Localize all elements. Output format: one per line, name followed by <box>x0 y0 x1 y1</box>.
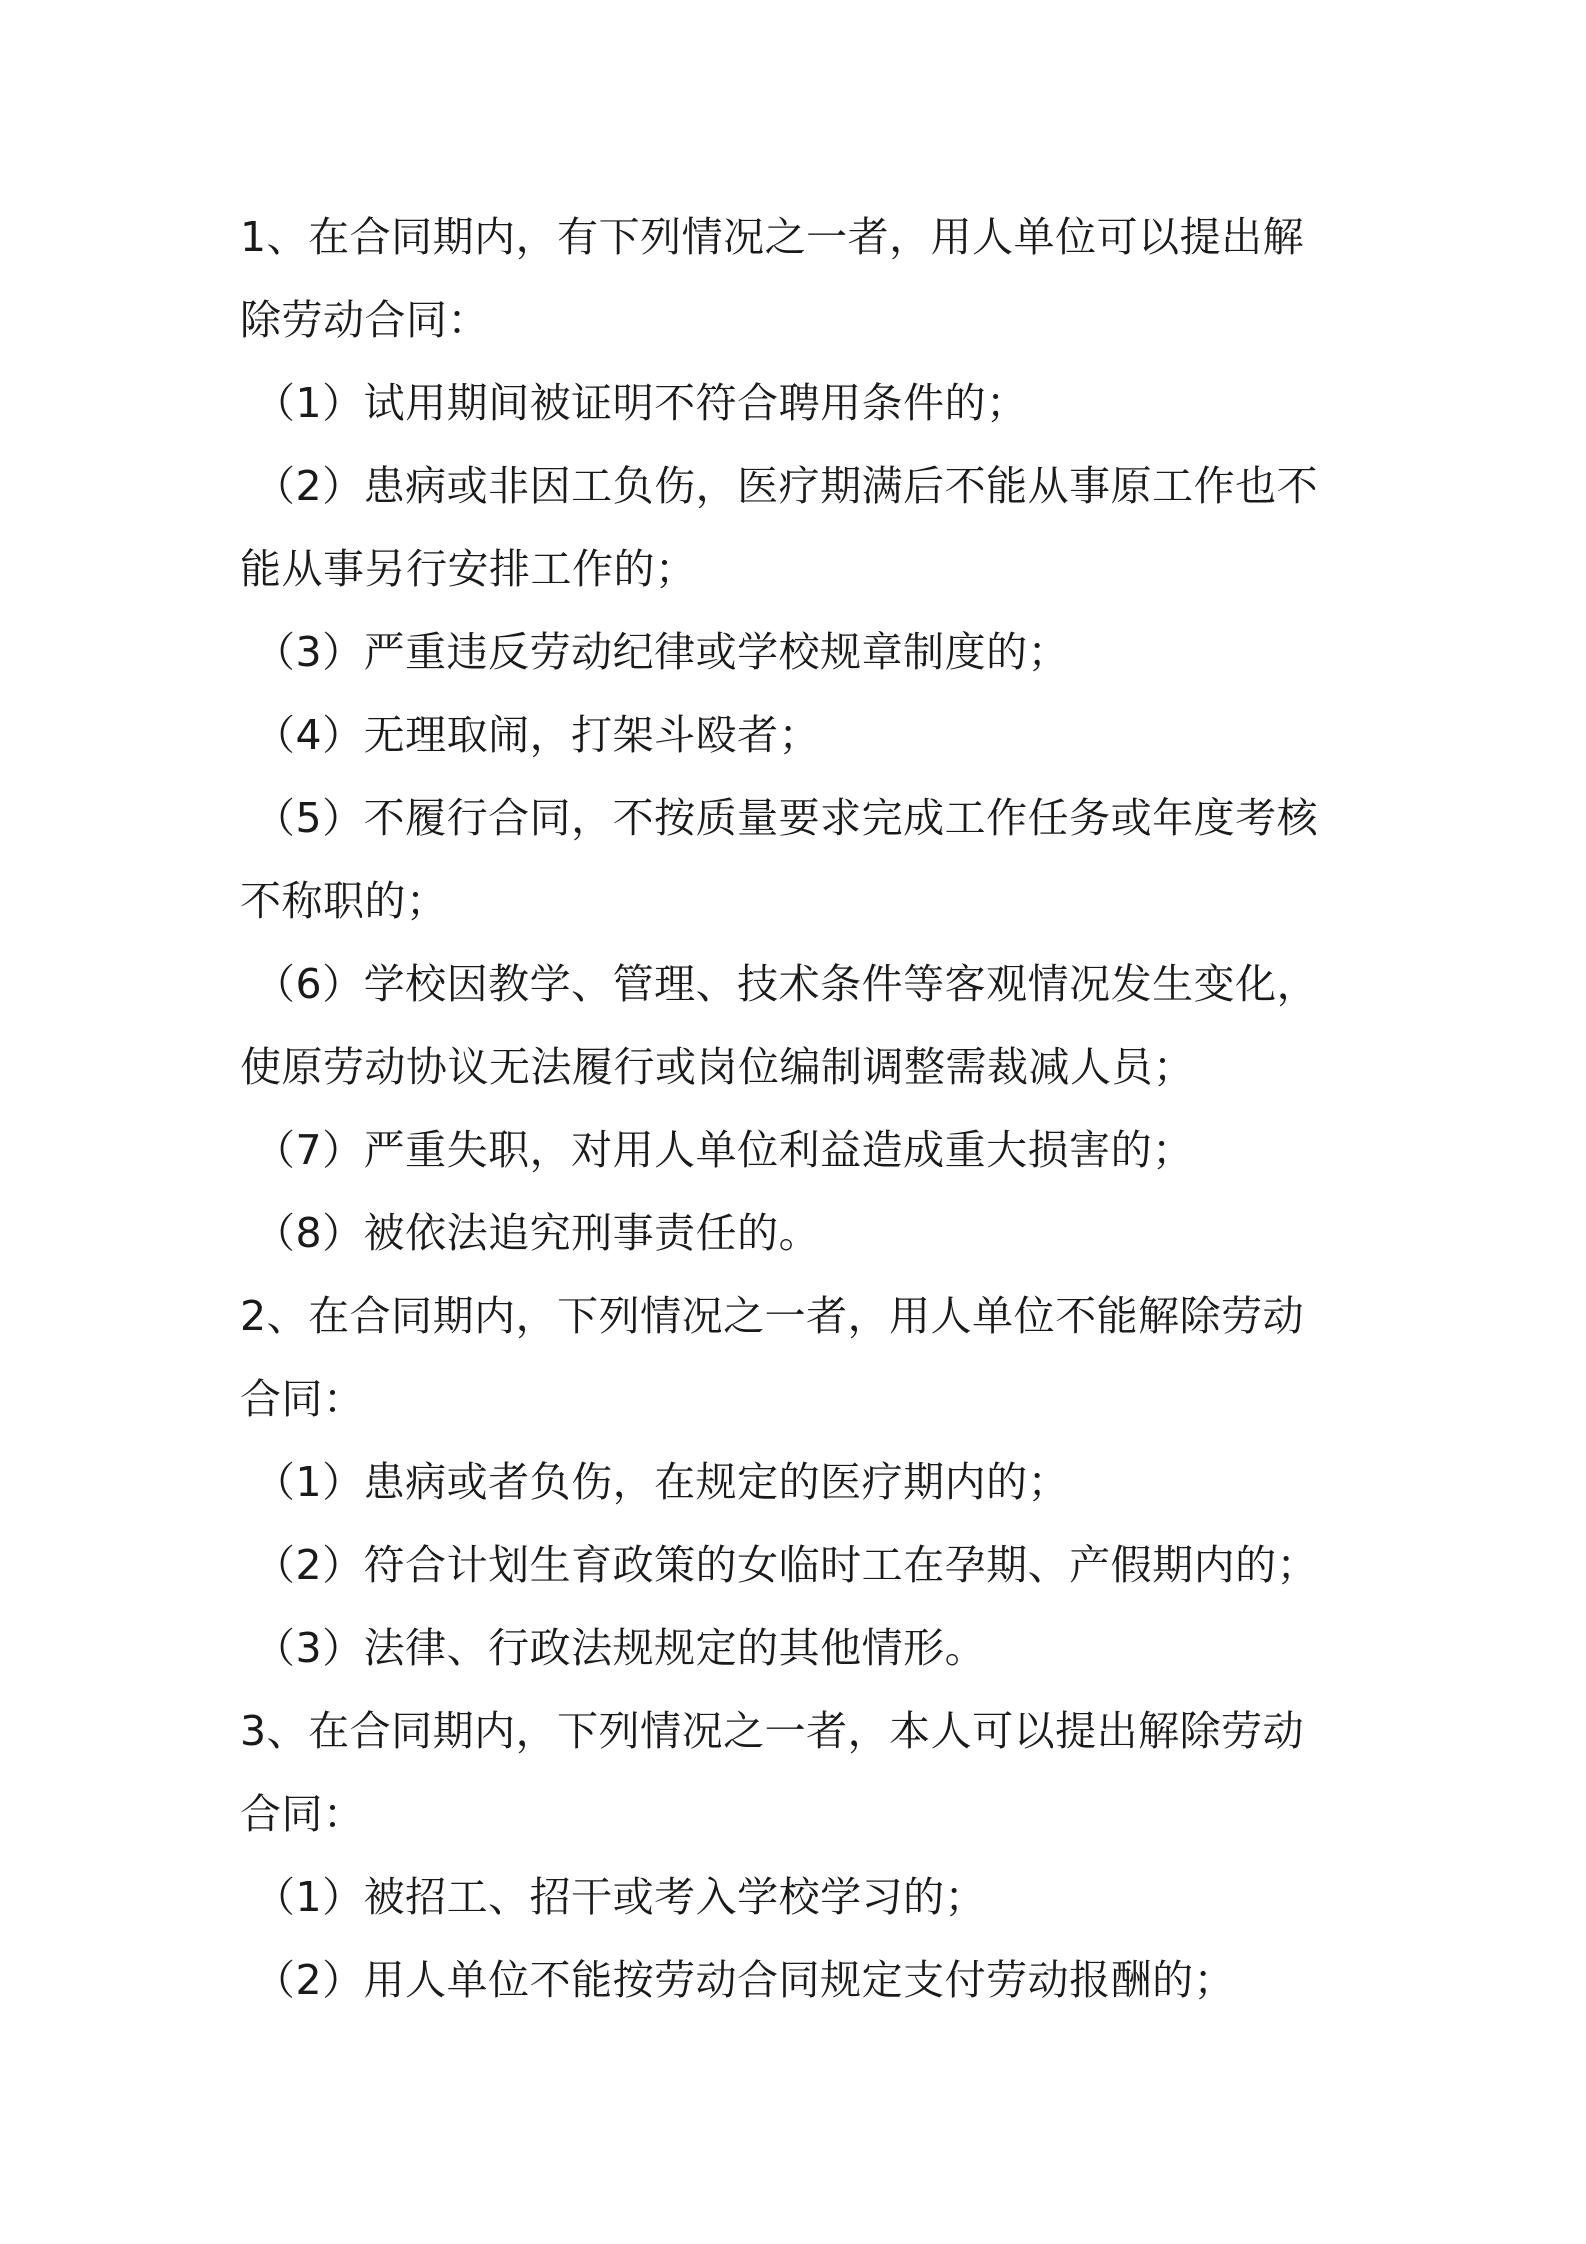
clause-2-heading-line-2: 合同： <box>240 1375 365 1423</box>
clause-1-item-6-line-1: （6）学校因教学、管理、技术条件等客观情况发生变化， <box>254 960 1319 1008</box>
clause-2-item-3: （3）法律、行政法规规定的其他情形。 <box>254 1624 987 1672</box>
clause-1-item-4: （4）无理取闹，打架斗殴者； <box>254 711 821 759</box>
clause-2-item-1: （1）患病或者负伤，在规定的医疗期内的； <box>254 1458 1070 1506</box>
clause-1-item-3: （3）严重违反劳动纪律或学校规章制度的； <box>254 628 1070 676</box>
clause-1-item-5-line-2: 不称职的； <box>240 877 448 925</box>
clause-1-item-8: （8）被依法追究刑事责任的。 <box>254 1209 821 1257</box>
clause-3-item-2: （2）用人单位不能按劳动合同规定支付劳动报酬的； <box>254 1956 1236 2004</box>
clause-1-item-6-line-2: 使原劳动协议无法履行或岗位编制调整需裁减人员； <box>240 1043 1195 1091</box>
clause-1-item-2-line-1: （2）患病或非因工负伤，医疗期满后不能从事原工作也不 <box>254 462 1319 510</box>
clause-2-item-2: （2）符合计划生育政策的女临时工在孕期、产假期内的； <box>254 1541 1319 1589</box>
clause-1-heading-line-1: 1、在合同期内，有下列情况之一者，用人单位可以提出解 <box>240 213 1305 261</box>
clause-3-item-1: （1）被招工、招干或考入学校学习的； <box>254 1873 987 1921</box>
clause-1-item-5-line-1: （5）不履行合同，不按质量要求完成工作任务或年度考核 <box>254 794 1319 842</box>
clause-1-heading-line-2: 除劳动合同： <box>240 296 489 344</box>
clause-1-item-2-line-2: 能从事另行安排工作的； <box>240 545 697 593</box>
clause-1-item-1: （1）试用期间被证明不符合聘用条件的； <box>254 379 1028 427</box>
clause-3-heading-line-1: 3、在合同期内，下列情况之一者，本人可以提出解除劳动 <box>240 1707 1305 1755</box>
clause-3-heading-line-2: 合同： <box>240 1790 365 1838</box>
clause-1-item-7: （7）严重失职，对用人单位利益造成重大损害的； <box>254 1126 1194 1174</box>
clause-2-heading-line-1: 2、在合同期内，下列情况之一者，用人单位不能解除劳动 <box>240 1292 1305 1340</box>
document-body <box>240 196 1356 2022</box>
